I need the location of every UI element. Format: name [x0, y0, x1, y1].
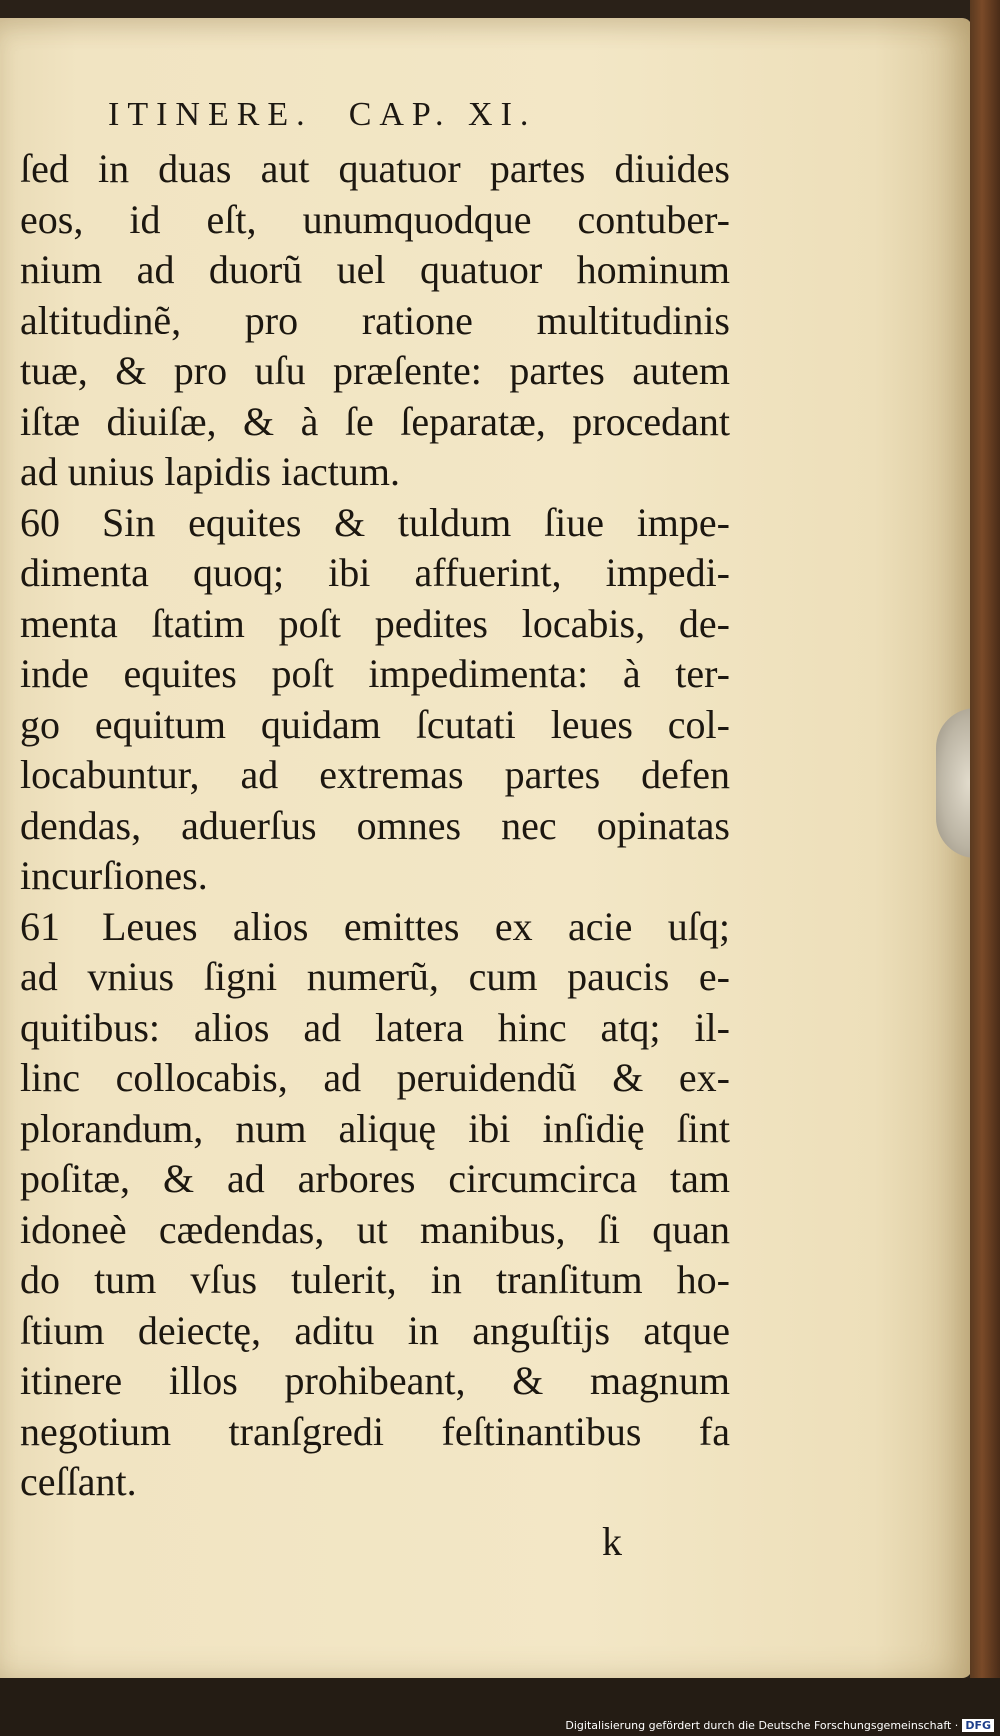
text-line: inde equites poſt impedimenta: à ter- [20, 651, 730, 696]
text-line: negotium tranſgredi feſtinantibus fa [20, 1408, 730, 1454]
text-line: idoneè cædendas, ut manibus, ſi quan [20, 1206, 730, 1252]
text-line: menta ſtatim poſt pedites locabis, de- [20, 600, 730, 646]
header-left: ITINERE. [108, 96, 313, 133]
text-line: ad unius lapidis iactum. [20, 449, 400, 494]
text-line: poſitæ, & ad arbores circumcirca tam [20, 1156, 730, 1201]
text-line-content: Sin equites & tuldum ſiue impe- [102, 499, 730, 545]
header-right: CAP. XI. [348, 96, 537, 133]
paragraph-60 [20, 498, 730, 902]
text-line: itinere illos prohibeant, & magnum [20, 1358, 730, 1403]
running-header [108, 96, 572, 134]
text-line [20, 902, 730, 953]
body-text [20, 144, 730, 1508]
digitization-credit [565, 1719, 994, 1732]
book-page [0, 18, 972, 1678]
text-line: iſtæ diuiſæ, & à ſe ſeparatæ, procedant [20, 398, 730, 444]
text-line: dimenta quoq; ibi affuerint, impedi- [20, 550, 730, 595]
text-line: eos, id eſt, unumquodque contuber- [20, 196, 730, 242]
text-line: ſtium deiectę, aditu in anguſtijs atque [20, 1307, 730, 1353]
text-line: quitibus: alios ad latera hinc atq; il- [20, 1004, 730, 1050]
paragraph-61 [20, 902, 730, 1508]
text-line: do tum vſus tulerit, in tranſitum ho- [20, 1257, 730, 1302]
paragraph-number: 61 [20, 903, 60, 949]
text-line: go equitum quidam ſcutati leues col- [20, 701, 730, 747]
text-line: linc collocabis, ad peruidendũ & ex- [20, 1055, 730, 1100]
paragraph-number: 60 [20, 499, 60, 545]
credit-text: Digitalisierung gefördert durch die Deutsche Forschungsgemeinschaft · [565, 1719, 959, 1732]
text-line: altitudinẽ, pro ratione multitudinis [20, 297, 730, 343]
text-line: plorandum, num aliquę ibi inſidię ſint [20, 1105, 730, 1151]
book-binding [970, 0, 1000, 1736]
text-line: nium ad duorũ uel quatuor hominum [20, 247, 730, 292]
text-line: incurſiones. [20, 853, 208, 898]
text-line: ad vnius ſigni numerũ, cum paucis e- [20, 954, 730, 999]
text-line-content: Leues alios emittes ex acie uſq; [102, 903, 730, 949]
signature-mark: k [602, 1519, 622, 1564]
text-line: ſed in duas aut quatuor partes diuides [20, 146, 730, 191]
text-line: dendas, aduerſus omnes nec opinatas [20, 802, 730, 848]
dfg-logo: DFG [962, 1719, 994, 1732]
text-line: ceſſant. [20, 1459, 137, 1504]
text-line: tuæ, & pro uſu præſente: partes autem [20, 348, 730, 393]
text-line [20, 498, 730, 549]
paragraph-1 [20, 144, 730, 498]
text-line: locabuntur, ad extremas partes defen [20, 752, 730, 797]
